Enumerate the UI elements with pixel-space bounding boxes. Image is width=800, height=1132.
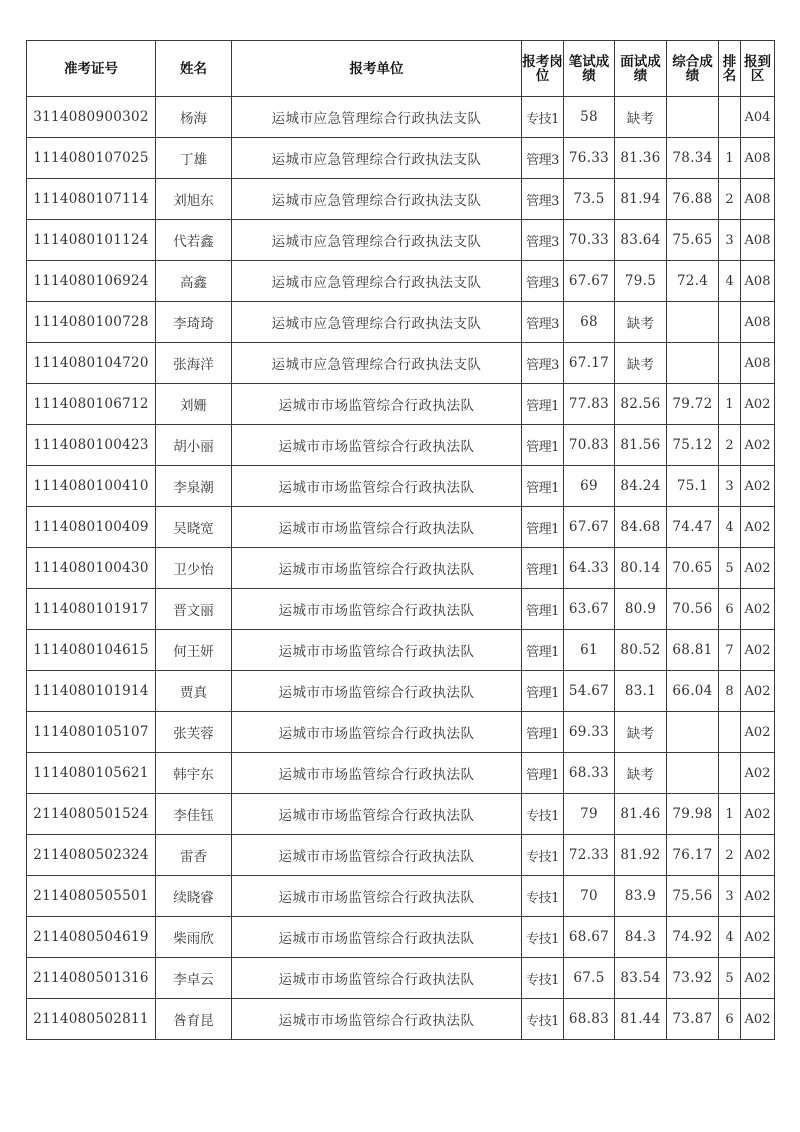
table-row xyxy=(27,753,775,794)
written-score-cell: 70.83 xyxy=(564,425,615,466)
name-cell: 贾真 xyxy=(156,671,232,712)
table-row xyxy=(27,138,775,179)
table-row xyxy=(27,343,775,384)
total-score-cell: 75.12 xyxy=(667,425,719,466)
unit-cell: 运城市市场监管综合行政执法队 xyxy=(232,835,522,876)
written-score-cell: 77.83 xyxy=(564,384,615,425)
name-cell: 刘旭东 xyxy=(156,179,232,220)
written-score-cell: 68.67 xyxy=(564,917,615,958)
written-score-cell: 68.33 xyxy=(564,753,615,794)
total-score-cell: 78.34 xyxy=(667,138,719,179)
table-row xyxy=(27,712,775,753)
table-row xyxy=(27,671,775,712)
unit-cell: 运城市市场监管综合行政执法队 xyxy=(232,876,522,917)
report-area-cell: A08 xyxy=(741,261,775,302)
report-area-cell: A02 xyxy=(741,630,775,671)
total-score-cell: 70.65 xyxy=(667,548,719,589)
post-cell: 管理1 xyxy=(522,425,564,466)
exam-id-cell: 1114080104720 xyxy=(27,343,156,384)
name-cell: 丁雄 xyxy=(156,138,232,179)
name-cell: 杨海 xyxy=(156,97,232,138)
exam-id-cell: 1114080106924 xyxy=(27,261,156,302)
table-row xyxy=(27,97,775,138)
unit-cell: 运城市市场监管综合行政执法队 xyxy=(232,671,522,712)
interview-score-cell: 80.52 xyxy=(615,630,667,671)
post-cell: 管理3 xyxy=(522,261,564,302)
interview-score-cell: 81.92 xyxy=(615,835,667,876)
name-cell: 卫少怡 xyxy=(156,548,232,589)
name-cell: 续晓睿 xyxy=(156,876,232,917)
total-score-cell: 79.72 xyxy=(667,384,719,425)
total-score-cell: 76.88 xyxy=(667,179,719,220)
unit-cell: 运城市市场监管综合行政执法队 xyxy=(232,958,522,999)
exam-id-cell: 2114080502324 xyxy=(27,835,156,876)
unit-cell: 运城市市场监管综合行政执法队 xyxy=(232,384,522,425)
interview-score-cell: 84.3 xyxy=(615,917,667,958)
rank-cell xyxy=(719,343,741,384)
exam-id-cell: 1114080104615 xyxy=(27,630,156,671)
written-score-cell: 64.33 xyxy=(564,548,615,589)
name-cell: 吴晓宽 xyxy=(156,507,232,548)
table-row xyxy=(27,261,775,302)
report-area-cell: A02 xyxy=(741,548,775,589)
interview-score-cell: 83.1 xyxy=(615,671,667,712)
rank-cell xyxy=(719,712,741,753)
total-score-cell: 74.92 xyxy=(667,917,719,958)
post-cell: 管理1 xyxy=(522,630,564,671)
post-cell: 管理3 xyxy=(522,343,564,384)
total-score-cell: 76.17 xyxy=(667,835,719,876)
unit-cell: 运城市市场监管综合行政执法队 xyxy=(232,999,522,1040)
report-area-cell: A04 xyxy=(741,97,775,138)
interview-score-cell: 81.44 xyxy=(615,999,667,1040)
unit-cell: 运城市市场监管综合行政执法队 xyxy=(232,917,522,958)
table-row xyxy=(27,999,775,1040)
post-cell: 管理1 xyxy=(522,507,564,548)
post-cell: 管理3 xyxy=(522,179,564,220)
total-score-cell: 75.1 xyxy=(667,466,719,507)
report-area-cell: A08 xyxy=(741,302,775,343)
unit-cell: 运城市市场监管综合行政执法队 xyxy=(232,425,522,466)
post-cell: 专技1 xyxy=(522,794,564,835)
total-score-cell: 75.65 xyxy=(667,220,719,261)
interview-score-cell: 缺考 xyxy=(615,302,667,343)
written-score-cell: 72.33 xyxy=(564,835,615,876)
report-area-cell: A08 xyxy=(741,179,775,220)
report-area-cell: A02 xyxy=(741,425,775,466)
unit-cell: 运城市市场监管综合行政执法队 xyxy=(232,794,522,835)
exam-id-cell: 2114080504619 xyxy=(27,917,156,958)
report-area-cell: A02 xyxy=(741,876,775,917)
total-score-cell: 73.87 xyxy=(667,999,719,1040)
header-row xyxy=(27,41,775,97)
exam-id-cell: 2114080501524 xyxy=(27,794,156,835)
written-score-cell: 68.83 xyxy=(564,999,615,1040)
post-cell: 专技1 xyxy=(522,958,564,999)
rank-cell: 2 xyxy=(719,179,741,220)
interview-score-cell: 80.14 xyxy=(615,548,667,589)
rank-cell: 6 xyxy=(719,999,741,1040)
rank-cell: 1 xyxy=(719,138,741,179)
exam-id-cell: 2114080501316 xyxy=(27,958,156,999)
post-cell: 管理1 xyxy=(522,466,564,507)
post-cell: 管理1 xyxy=(522,589,564,630)
name-cell: 柴雨欣 xyxy=(156,917,232,958)
unit-cell: 运城市应急管理综合行政执法支队 xyxy=(232,179,522,220)
table-row xyxy=(27,466,775,507)
report-area-cell: A02 xyxy=(741,712,775,753)
header-report-area: 报到区 xyxy=(741,41,775,97)
header-total-score: 综合成绩 xyxy=(667,41,719,97)
table-row xyxy=(27,835,775,876)
unit-cell: 运城市应急管理综合行政执法支队 xyxy=(232,220,522,261)
rank-cell: 3 xyxy=(719,466,741,507)
rank-cell: 4 xyxy=(719,507,741,548)
exam-id-cell: 1114080105107 xyxy=(27,712,156,753)
rank-cell xyxy=(719,302,741,343)
exam-id-cell: 2114080502811 xyxy=(27,999,156,1040)
post-cell: 专技1 xyxy=(522,97,564,138)
table-row xyxy=(27,220,775,261)
header-written-score: 笔试成绩 xyxy=(564,41,615,97)
total-score-cell xyxy=(667,712,719,753)
name-cell: 高鑫 xyxy=(156,261,232,302)
post-cell: 专技1 xyxy=(522,876,564,917)
interview-score-cell: 81.36 xyxy=(615,138,667,179)
exam-id-cell: 1114080107025 xyxy=(27,138,156,179)
unit-cell: 运城市应急管理综合行政执法支队 xyxy=(232,138,522,179)
written-score-cell: 54.67 xyxy=(564,671,615,712)
post-cell: 管理3 xyxy=(522,138,564,179)
header-unit: 报考单位 xyxy=(232,41,522,97)
rank-cell: 2 xyxy=(719,835,741,876)
table-row xyxy=(27,425,775,466)
written-score-cell: 70 xyxy=(564,876,615,917)
report-area-cell: A02 xyxy=(741,999,775,1040)
report-area-cell: A02 xyxy=(741,671,775,712)
unit-cell: 运城市市场监管综合行政执法队 xyxy=(232,589,522,630)
table-body xyxy=(27,97,775,1040)
interview-score-cell: 缺考 xyxy=(615,343,667,384)
rank-cell: 4 xyxy=(719,917,741,958)
name-cell: 昝育昆 xyxy=(156,999,232,1040)
name-cell: 李琦琦 xyxy=(156,302,232,343)
unit-cell: 运城市市场监管综合行政执法队 xyxy=(232,712,522,753)
post-cell: 管理1 xyxy=(522,671,564,712)
written-score-cell: 67.17 xyxy=(564,343,615,384)
header-post: 报考岗位 xyxy=(522,41,564,97)
interview-score-cell: 84.24 xyxy=(615,466,667,507)
unit-cell: 运城市市场监管综合行政执法队 xyxy=(232,466,522,507)
name-cell: 李泉潮 xyxy=(156,466,232,507)
interview-score-cell: 缺考 xyxy=(615,712,667,753)
post-cell: 专技1 xyxy=(522,917,564,958)
table-row xyxy=(27,302,775,343)
name-cell: 胡小丽 xyxy=(156,425,232,466)
written-score-cell: 69.33 xyxy=(564,712,615,753)
exam-id-cell: 1114080100430 xyxy=(27,548,156,589)
exam-id-cell: 3114080900302 xyxy=(27,97,156,138)
written-score-cell: 63.67 xyxy=(564,589,615,630)
interview-score-cell: 84.68 xyxy=(615,507,667,548)
exam-id-cell: 1114080106712 xyxy=(27,384,156,425)
name-cell: 李佳钰 xyxy=(156,794,232,835)
exam-id-cell: 1114080101917 xyxy=(27,589,156,630)
rank-cell: 5 xyxy=(719,548,741,589)
written-score-cell: 67.5 xyxy=(564,958,615,999)
interview-score-cell: 83.54 xyxy=(615,958,667,999)
table-row xyxy=(27,794,775,835)
total-score-cell xyxy=(667,97,719,138)
total-score-cell: 72.4 xyxy=(667,261,719,302)
total-score-cell xyxy=(667,343,719,384)
report-area-cell: A08 xyxy=(741,343,775,384)
exam-id-cell: 1114080101124 xyxy=(27,220,156,261)
exam-id-cell: 2114080505501 xyxy=(27,876,156,917)
name-cell: 晋文丽 xyxy=(156,589,232,630)
unit-cell: 运城市市场监管综合行政执法队 xyxy=(232,630,522,671)
exam-id-cell: 1114080100423 xyxy=(27,425,156,466)
interview-score-cell: 缺考 xyxy=(615,97,667,138)
total-score-cell xyxy=(667,302,719,343)
interview-score-cell: 83.64 xyxy=(615,220,667,261)
table-row xyxy=(27,630,775,671)
written-score-cell: 79 xyxy=(564,794,615,835)
rank-cell: 3 xyxy=(719,876,741,917)
written-score-cell: 67.67 xyxy=(564,261,615,302)
rank-cell: 1 xyxy=(719,384,741,425)
name-cell: 何王妍 xyxy=(156,630,232,671)
exam-id-cell: 1114080100728 xyxy=(27,302,156,343)
total-score-cell: 68.81 xyxy=(667,630,719,671)
interview-score-cell: 80.9 xyxy=(615,589,667,630)
interview-score-cell: 83.9 xyxy=(615,876,667,917)
exam-id-cell: 1114080105621 xyxy=(27,753,156,794)
exam-id-cell: 1114080107114 xyxy=(27,179,156,220)
exam-id-cell: 1114080101914 xyxy=(27,671,156,712)
rank-cell: 4 xyxy=(719,261,741,302)
table-row xyxy=(27,384,775,425)
rank-cell: 8 xyxy=(719,671,741,712)
report-area-cell: A02 xyxy=(741,753,775,794)
rank-cell: 2 xyxy=(719,425,741,466)
name-cell: 雷香 xyxy=(156,835,232,876)
report-area-cell: A02 xyxy=(741,835,775,876)
interview-score-cell: 81.56 xyxy=(615,425,667,466)
table-row xyxy=(27,507,775,548)
interview-score-cell: 79.5 xyxy=(615,261,667,302)
report-area-cell: A02 xyxy=(741,507,775,548)
exam-id-cell: 1114080100409 xyxy=(27,507,156,548)
table-row xyxy=(27,179,775,220)
rank-cell: 3 xyxy=(719,220,741,261)
interview-score-cell: 81.94 xyxy=(615,179,667,220)
unit-cell: 运城市市场监管综合行政执法队 xyxy=(232,753,522,794)
rank-cell: 5 xyxy=(719,958,741,999)
written-score-cell: 58 xyxy=(564,97,615,138)
written-score-cell: 67.67 xyxy=(564,507,615,548)
report-area-cell: A02 xyxy=(741,958,775,999)
report-area-cell: A02 xyxy=(741,589,775,630)
written-score-cell: 70.33 xyxy=(564,220,615,261)
header-interview-score: 面试成绩 xyxy=(615,41,667,97)
report-area-cell: A02 xyxy=(741,917,775,958)
written-score-cell: 68 xyxy=(564,302,615,343)
name-cell: 刘姗 xyxy=(156,384,232,425)
table-row xyxy=(27,548,775,589)
unit-cell: 运城市市场监管综合行政执法队 xyxy=(232,548,522,589)
total-score-cell: 66.04 xyxy=(667,671,719,712)
name-cell: 代若鑫 xyxy=(156,220,232,261)
written-score-cell: 73.5 xyxy=(564,179,615,220)
table-row xyxy=(27,917,775,958)
report-area-cell: A08 xyxy=(741,138,775,179)
name-cell: 李卓云 xyxy=(156,958,232,999)
report-area-cell: A02 xyxy=(741,794,775,835)
header-name: 姓名 xyxy=(156,41,232,97)
rank-cell xyxy=(719,753,741,794)
total-score-cell: 74.47 xyxy=(667,507,719,548)
post-cell: 管理1 xyxy=(522,384,564,425)
written-score-cell: 61 xyxy=(564,630,615,671)
header-rank: 排名 xyxy=(719,41,741,97)
total-score-cell xyxy=(667,753,719,794)
report-area-cell: A02 xyxy=(741,384,775,425)
written-score-cell: 76.33 xyxy=(564,138,615,179)
post-cell: 管理3 xyxy=(522,302,564,343)
name-cell: 张海洋 xyxy=(156,343,232,384)
name-cell: 张芙蓉 xyxy=(156,712,232,753)
post-cell: 管理3 xyxy=(522,220,564,261)
exam-id-cell: 1114080100410 xyxy=(27,466,156,507)
written-score-cell: 69 xyxy=(564,466,615,507)
header-exam-id: 准考证号 xyxy=(27,41,156,97)
post-cell: 管理1 xyxy=(522,753,564,794)
rank-cell xyxy=(719,97,741,138)
unit-cell: 运城市应急管理综合行政执法支队 xyxy=(232,261,522,302)
rank-cell: 6 xyxy=(719,589,741,630)
rank-cell: 7 xyxy=(719,630,741,671)
post-cell: 管理1 xyxy=(522,548,564,589)
unit-cell: 运城市应急管理综合行政执法支队 xyxy=(232,343,522,384)
total-score-cell: 73.92 xyxy=(667,958,719,999)
report-area-cell: A02 xyxy=(741,466,775,507)
interview-score-cell: 缺考 xyxy=(615,753,667,794)
post-cell: 专技1 xyxy=(522,835,564,876)
name-cell: 韩宇东 xyxy=(156,753,232,794)
interview-score-cell: 81.46 xyxy=(615,794,667,835)
total-score-cell: 79.98 xyxy=(667,794,719,835)
unit-cell: 运城市市场监管综合行政执法队 xyxy=(232,507,522,548)
report-area-cell: A08 xyxy=(741,220,775,261)
table-row xyxy=(27,876,775,917)
total-score-cell: 70.56 xyxy=(667,589,719,630)
table-row xyxy=(27,958,775,999)
unit-cell: 运城市应急管理综合行政执法支队 xyxy=(232,302,522,343)
interview-score-cell: 82.56 xyxy=(615,384,667,425)
post-cell: 专技1 xyxy=(522,999,564,1040)
rank-cell: 1 xyxy=(719,794,741,835)
table-row xyxy=(27,589,775,630)
unit-cell: 运城市应急管理综合行政执法支队 xyxy=(232,97,522,138)
score-table xyxy=(26,40,775,1040)
total-score-cell: 75.56 xyxy=(667,876,719,917)
post-cell: 管理1 xyxy=(522,712,564,753)
